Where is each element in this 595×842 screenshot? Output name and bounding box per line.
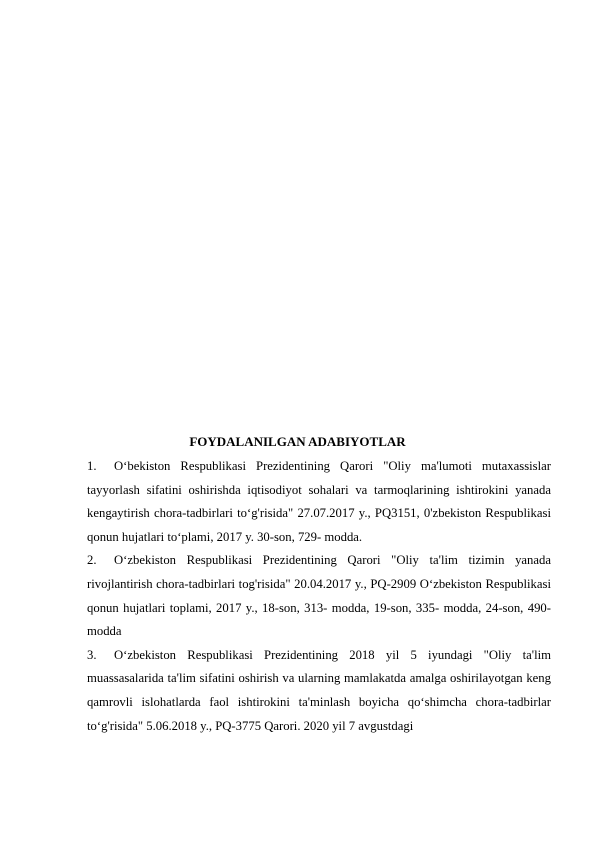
reference-text: O‘bekiston Respublikasi Prezidentining Qarori "Oliy ma'lumoti mutaxassislar tayyorlash sifatini oshirishda iqtisodiyot sohalari va tarmoqlarining ishtirokini yanada kengaytirish chora-tadbirlari to‘g'risida" 27.07.2017 y., PQ3151, 0'zbekiston Respublikasi qonun hujatlari to‘plami, 2017 y. 30-son, 729- modda. — [87, 459, 551, 544]
reference-number: 3. — [87, 647, 97, 662]
page-title: FOYDALANILGAN ADABIYOTLAR — [189, 434, 406, 449]
reference-text: O‘zbekiston Respublikasi Prezidentining 2018 yil 5 iyundagi "Oliy ta'lim muassasalarida ta'lim sifatini oshirish va ularning mamlakatda amalga oshirilayotgan keng qamrovli islohatlarda faol ishtirokini ta'minlash boyicha qo‘shimcha chora-tadbirlar to‘g'risida" 5.06.2018 y., PQ-3775 Qarori. 2020 yil 7 avgustdagi — [87, 647, 551, 733]
reference-item — [87, 644, 551, 738]
reference-number: 1. — [87, 459, 97, 473]
reference-item — [87, 549, 551, 643]
reference-item — [87, 455, 551, 549]
reference-list — [87, 455, 551, 738]
reference-text: O‘zbekiston Respublikasi Prezidentining Qarori "Oliy ta'lim tizimin yanada rivojlantirish chora-tadbirlari tog'risida" 20.04.2017 y., PQ-2909 O‘zbekiston Respublikasi qonun hujatlari toplami, 2017 y., 18-son, 313- modda, 19-son, 335- modda, 24-son, 490-modda — [87, 553, 551, 639]
reference-number: 2. — [87, 553, 97, 568]
